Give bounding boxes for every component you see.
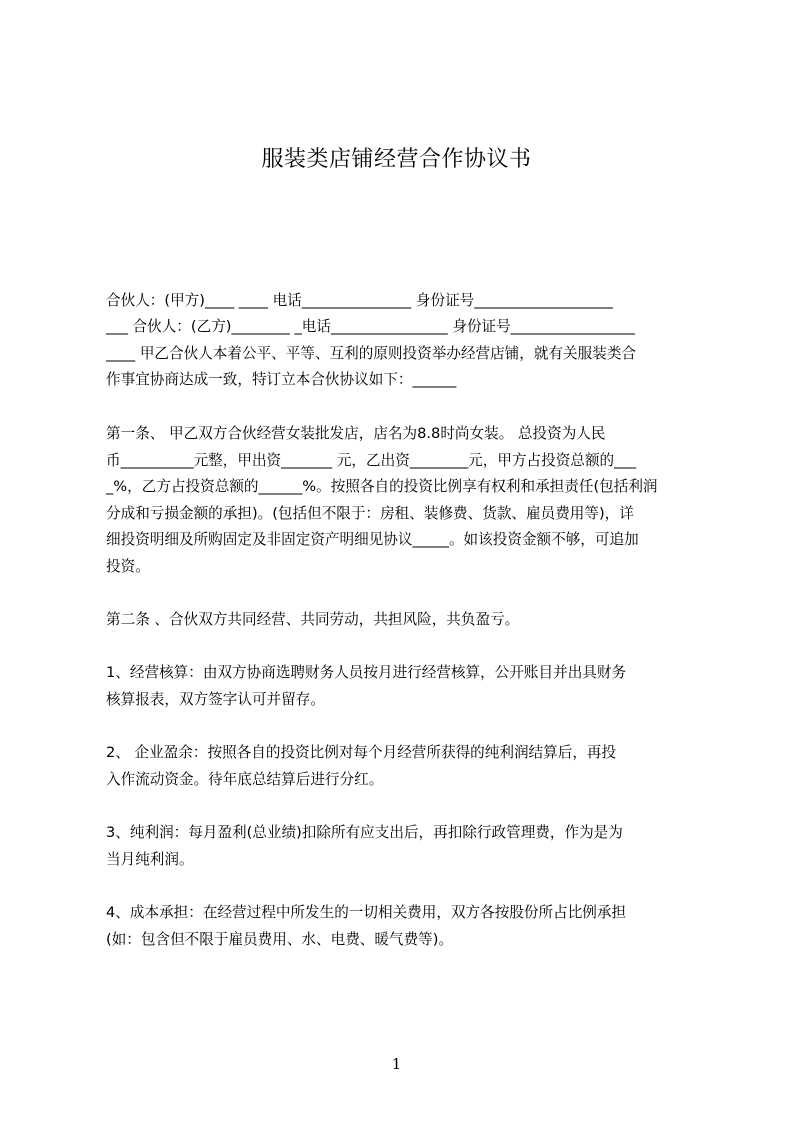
article-1-line-3: _%，乙方占投资总额的______%。按照各自的投资比例享有权利和承担责任(包括利润 bbox=[106, 478, 658, 495]
preamble-line-2: 作事宜协商达成一致，特订立本合伙协议如下：______ bbox=[106, 371, 457, 388]
article-1-line-1: 第一条、 甲乙双方合伙经营女装批发店，店名为8.8时尚女装。 总投资为人民 bbox=[106, 425, 606, 442]
clause-3-line-1: 3、纯利润：每月盈利(总业绩)扣除所有应支出后，再扣除行政管理费，作为是为 bbox=[106, 824, 623, 841]
article-1-line-6: 投资。 bbox=[106, 558, 150, 575]
partner-b-line: ___ 合伙人：(乙方)________ _电话________________ 身份证号_________________ bbox=[106, 318, 635, 335]
clause-2-line-1: 2、 企业盈余：按照各自的投资比例对每个月经营所获得的纯利润结算后，再投 bbox=[106, 744, 617, 761]
clause-2-line-2: 入作流动资金。待年底总结算后进行分红。 bbox=[106, 771, 384, 788]
clause-1-line-2: 核算报表，双方签字认可并留存。 bbox=[106, 691, 325, 708]
clause-1-line-1: 1、经营核算：由双方协商选聘财务人员按月进行经营核算，公开账目并出具财务 bbox=[106, 664, 627, 681]
clause-4-line-2: (如：包含但不限于雇员费用、水、电费、暖气费等)。 bbox=[106, 931, 454, 948]
clause-3-line-2: 当月纯利润。 bbox=[106, 851, 194, 868]
document-title: 服装类店铺经营合作协议书 bbox=[261, 147, 532, 172]
clause-4-line-1: 4、成本承担：在经营过程中所发生的一切相关费用，双方各按股份所占比例承担 bbox=[106, 904, 627, 921]
article-1-line-5: 细投资明细及所购固定及非固定资产明细见协议_____。如该投资金额不够，可追加 bbox=[106, 531, 639, 548]
partner-a-line: 合伙人：(甲方)____ ____ 电话_______________ 身份证号___________________ bbox=[106, 292, 613, 309]
article-2-line: 第二条 、合伙双方共同经营、共同劳动，共担风险，共负盈亏。 bbox=[106, 611, 520, 628]
preamble-line-1: ____ 甲乙合伙人本着公平、平等、互利的原则投资举办经营店铺，就有关服装类合 bbox=[106, 345, 637, 362]
article-1-line-4: 分成和亏损金额的承担)。(包括但不限于：房租、装修费、货款、雇员费用等)，详 bbox=[106, 505, 634, 522]
page-number: 1 bbox=[391, 1055, 402, 1073]
article-1-line-2: 币__________元整，甲出资_______ 元，乙出资________元，甲方占投资总额的___ bbox=[106, 452, 637, 469]
